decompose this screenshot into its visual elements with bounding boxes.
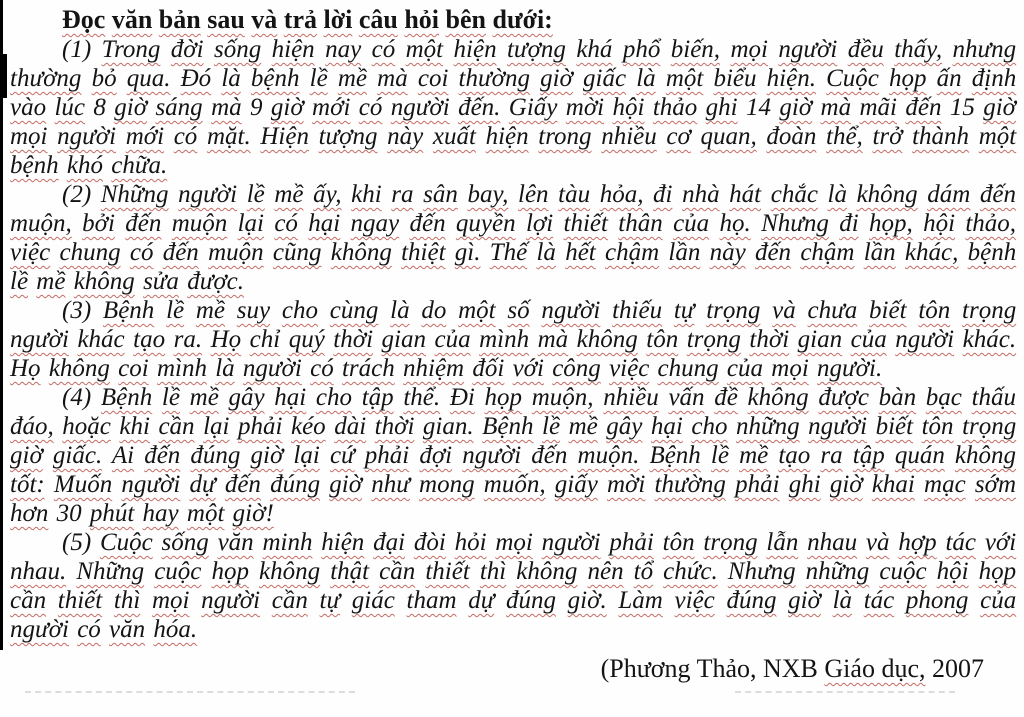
paragraph-5: (5) Cuộc sống văn minh hiện đại đòi hỏi mọi người phải tôn trọng lẫn nhau và hợp tác với nhau. Những cuộc họp không thật cần thiết thì không nên tổ chức. Nhưng những cuộc hội họp cần thiết thì mọi người cần tự giác tham dự đúng giờ. Làm việc đúng giờ là tác phong của người có văn hóa. [10, 529, 1017, 643]
paragraph-1: (1) Trong đời sống hiện nay có một hiện tượng khá phổ biến, mọi người đều thấy, nhưng thường bỏ qua. Đó là bệnh lề mề mà coi thường giờ giấc là một biểu hiện. Cuộc họp ấn định vào lúc 8 giờ sáng mà 9 giờ mới có người đến. Giấy mời hội thảo ghi 14 giờ mà mãi đến 15 giờ mọi người mới có mặt. Hiện tượng này xuất hiện trong nhiều cơ quan, đoàn thể, trở thành một bệnh khó chữa. [10, 36, 1017, 179]
paragraph-3: (3) Bệnh lề mề suy cho cùng là do một số người thiếu tự trọng và chưa biết tôn trọng người khác tạo ra. Họ chỉ quý thời gian của mình mà không tôn trọng thời gian của người khác. Họ không coi mình là người có trách nhiệm đối với công việc chung của mọi người. [10, 297, 1017, 382]
scan-edge-notch [0, 54, 7, 98]
passage-heading: Đọc văn bản sau và trả lời câu hỏi bên dưới: [62, 5, 553, 34]
scan-smudge [25, 691, 355, 693]
scan-smudge [735, 691, 955, 693]
attribution-suffix: 2007 [925, 654, 984, 683]
attribution-underlined: Giáo dục, [824, 654, 926, 683]
attribution-prefix: (Phương Thảo, NXB [600, 654, 825, 683]
attribution [10, 654, 1016, 684]
paragraph-4: (4) Bệnh lề mề gây hại cho tập thể. Đi họp muộn, nhiều vấn đề không được bàn bạc thấu đáo, hoặc khi cần lại phải kéo dài thời gian. Bệnh lề mề gây hại cho những người biết tôn trọng giờ giấc. Ai đến đúng giờ lại cứ phải đợi người đến muộn. Bệnh lề mề tạo ra tập quán không tốt: Muốn người dự đến đúng giờ như mong muốn, giấy mời thường phải ghi giờ khai mạc sớm hơn 30 phút hay một giờ! [10, 384, 1017, 527]
paragraph-2: (2) Những người lề mề ấy, khi ra sân bay, lên tàu hỏa, đi nhà hát chắc là không dám đến muộn, bởi đến muộn lại có hại ngay đến quyền lợi thiết thân của họ. Nhưng đi họp, hội thảo, việc chung có đến muộn cũng không thiệt gì. Thế là hết chậm lần này đến chậm lần khác, bệnh lề mề không sửa được. [10, 181, 1017, 295]
